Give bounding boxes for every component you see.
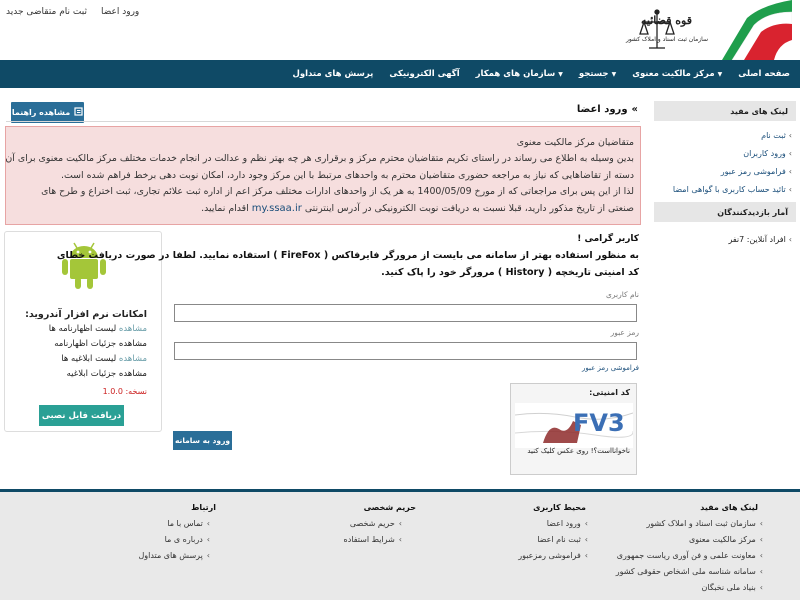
android-feature-row: [49, 324, 147, 334]
sidebar-item-label: فراموشی رمز عبور: [720, 167, 786, 176]
android-feature-row: [61, 354, 147, 364]
footer-link[interactable]: [165, 535, 210, 544]
sidebar-item-label: ورود کاربران: [743, 149, 786, 158]
password-label: رمز عبور: [610, 328, 639, 337]
nav-faq-label: پرسش های متداول: [292, 69, 374, 79]
captcha-hint: ناخوانااست؟! روی عکس کلیک کنید: [527, 447, 630, 455]
app-version: نسخه: 1.0.0: [102, 387, 147, 396]
nav-ip-center-label: مرکز مالکیت معنوی: [632, 69, 715, 79]
browser-advice: به منظور استفاده بهتر از سامانه می بایست از مرورگر فایرفاکس ( FireFox ) استفاده نمایید. لطفا در صورت دریافت خطای: [56, 250, 639, 261]
login-greeting: کاربر گرامی !: [577, 234, 639, 244]
nav-home-label: صفحه اصلی: [738, 69, 790, 79]
footer-link-label: تماس با ما: [167, 519, 203, 528]
chevron-down-icon: ▼: [558, 70, 563, 78]
notice-line: متقاضیان مرکز مالکیت معنوی: [516, 137, 634, 148]
browser-advice: کد امنیتی تاریخچه ( History ) مرورگر خود را پاک کنید.: [381, 267, 639, 278]
chevron-left-icon: ›: [398, 519, 402, 528]
nav-search[interactable]: [579, 69, 616, 79]
sidebar-links-header: لینک های مفید: [654, 101, 796, 121]
chevron-left-icon: ›: [206, 519, 210, 528]
footer-link[interactable]: [344, 535, 402, 544]
online-users-count: [728, 235, 792, 244]
android-feature-text: مشاهده جزئیات ابلاغیه: [66, 369, 147, 379]
captcha-text: FV3: [573, 409, 625, 437]
chevron-left-icon: ›: [759, 551, 763, 560]
footer-col-title: ارتباط: [191, 503, 216, 512]
android-feature-verb: مشاهده: [118, 354, 147, 364]
sidebar-item-label: تائید حساب کاربری با گواهی امضا: [672, 185, 786, 194]
login-submit-button[interactable]: ورود به سامانه: [173, 431, 232, 450]
nav-partners[interactable]: [476, 69, 563, 79]
android-feature-row: [54, 339, 147, 349]
username-input[interactable]: [174, 304, 637, 322]
captcha-image[interactable]: [515, 403, 633, 448]
footer-link[interactable]: [617, 551, 763, 560]
chevron-left-icon: ›: [788, 167, 792, 176]
captcha-label: کد امنیتی:: [589, 388, 630, 397]
footer-link[interactable]: [350, 519, 402, 528]
top-login-link[interactable]: ورود اعضا: [100, 7, 140, 17]
logo-subtitle: سازمان ثبت اسناد و املاک کشور: [625, 36, 708, 43]
footer-link-label: پرسش های متداول: [138, 551, 203, 560]
footer-link[interactable]: [547, 519, 588, 528]
chevron-left-icon: ›: [759, 519, 763, 528]
chevron-left-icon: ›: [788, 235, 792, 244]
nav-e-ads[interactable]: [389, 69, 459, 79]
captcha-box: [510, 383, 637, 475]
chevron-left-icon: ›: [584, 551, 588, 560]
footer-link[interactable]: [689, 535, 763, 544]
sidebar-item-verify-account[interactable]: [673, 185, 792, 194]
android-features-title: امکانات نرم افزار آندروید:: [25, 309, 147, 320]
page-title-text: ورود اعضا: [576, 104, 628, 115]
nav-e-ads-label: آگهی الکترونیکی: [389, 69, 460, 79]
nav-ip-center[interactable]: [632, 69, 722, 79]
chevron-left-icon: ›: [206, 535, 210, 544]
header: [0, 0, 800, 60]
android-feature-text: لیست اظهارنامه ها: [48, 324, 119, 334]
chevron-left-icon: ›: [759, 583, 763, 592]
footer-link[interactable]: [702, 583, 763, 592]
chevron-left-icon: ›: [584, 535, 588, 544]
main-navbar: [0, 60, 800, 88]
nav-faq[interactable]: [292, 69, 373, 79]
nav-search-label: جستجو: [578, 69, 609, 79]
footer-link-label: ثبت نام اعضا: [537, 535, 581, 544]
view-guide-button[interactable]: [11, 102, 84, 123]
username-label: نام کاربری: [606, 290, 639, 299]
sidebar-item-register[interactable]: [761, 131, 792, 140]
page-title: [577, 104, 638, 115]
chevron-left-icon: ›: [398, 535, 402, 544]
footer-link-label: مرکز مالکیت معنوی: [688, 535, 756, 544]
android-icon: [61, 240, 107, 290]
footer-link[interactable]: [616, 567, 763, 576]
footer-link-label: سازمان ثبت اسناد و املاک کشور: [646, 519, 756, 528]
android-feature-text: مشاهده جزئیات اظهارنامه: [54, 339, 147, 349]
online-users-label: افراد آنلاین: 7نفر: [728, 235, 786, 244]
chevron-left-icon: ›: [759, 567, 763, 576]
android-feature-verb: مشاهده: [118, 324, 147, 334]
android-feature-text: لیست ابلاغیه ها: [61, 354, 119, 364]
footer-link[interactable]: [518, 551, 588, 560]
footer-link[interactable]: [646, 519, 763, 528]
notice-text: صنعتی از تاریخ مذکور دارید، قبلا نسبت به دریافت نوبت الکترونیکی در آدرس اینترنتی: [304, 202, 634, 214]
divider: [6, 121, 640, 122]
chevron-down-icon: ▼: [611, 70, 617, 78]
footer-link-label: شرایط استفاده: [343, 535, 395, 544]
top-register-link[interactable]: ثبت نام متقاضی جدید: [6, 7, 87, 17]
chevron-left-icon: ›: [788, 149, 792, 158]
chevron-left-icon: ›: [788, 131, 792, 140]
android-feature-row: [67, 369, 147, 379]
chevron-left-icon: ›: [788, 185, 792, 194]
download-apk-button[interactable]: دریافت فایل نصبی: [39, 405, 124, 426]
double-chevron-icon: »: [631, 104, 638, 115]
footer: [0, 489, 800, 600]
footer-col-title: محیط کاربری: [533, 503, 586, 512]
chevron-down-icon: ▼: [717, 70, 723, 78]
footer-link[interactable]: [537, 535, 588, 544]
sidebar-item-forgot-password[interactable]: [721, 167, 792, 176]
notice-line: لذا از این پس برای مراجعاتی که از مورخ 1400/05/09 به هر یک از واحدهای ادارات مختلف مرکز اعم از اداره ثبت علائم تجاری، ثبت اختراع و طرح های: [41, 186, 634, 198]
sidebar-item-label: ثبت نام: [761, 131, 786, 140]
notice-alert: [5, 126, 641, 225]
site-logo[interactable]: [562, 0, 792, 60]
footer-link[interactable]: [138, 551, 210, 560]
password-input[interactable]: [174, 342, 637, 360]
android-app-box: [4, 231, 162, 432]
chevron-left-icon: ›: [759, 535, 763, 544]
chevron-left-icon: ›: [584, 519, 588, 528]
notice-line: [12, 201, 634, 217]
notice-line: دسته از تقاضاهایی که نیاز به مراجعه حضوری متقاضیان محترم به واحدهای مرتبط با این مرکز وجود دارد، امکان نوبت دهی برخط فراهم شده است.: [60, 169, 634, 181]
flag-emblem-icon: [562, 0, 792, 60]
sidebar-item-login[interactable]: [743, 149, 792, 158]
footer-link-label: معاونت علمی و فن آوری ریاست جمهوری: [616, 551, 756, 560]
footer-col-title: لینک های مفید: [700, 503, 758, 512]
sidebar-stats-header: آمار بازدیدکنندگان: [654, 202, 796, 222]
book-icon: [74, 107, 83, 118]
footer-link-label: حریم شخصی: [349, 519, 395, 528]
chevron-left-icon: ›: [206, 551, 210, 560]
footer-link-label: سامانه شناسه ملی اشخاص حقوقی کشور: [615, 567, 756, 576]
footer-link-label: بنیاد ملی نخبگان: [701, 583, 756, 592]
footer-link-label: درباره ی ما: [164, 535, 203, 544]
footer-col-title: حریم شخصی: [363, 503, 416, 512]
nav-partners-label: سازمان های همکار: [475, 69, 556, 79]
nav-home[interactable]: [738, 69, 790, 79]
footer-link-label: ورود اعضا: [546, 519, 581, 528]
view-guide-label: مشاهده راهنما: [11, 108, 71, 117]
top-links: [6, 7, 139, 17]
forgot-password-link[interactable]: فراموشی رمز عبور: [582, 364, 639, 372]
footer-link-label: فراموشی رمزعبور: [518, 551, 581, 560]
notice-line: بدین وسیله به اطلاع می رساند در راستای تکریم متقاضیان محترم مرکز و برقراری هر چه بهتر نظم و عدالت در انجام خدمات مختلف مرکز مالکیت معنوی برای آن: [5, 153, 634, 165]
logo-title: قوه قضائیه: [641, 14, 692, 27]
my-ssaa-link[interactable]: my.ssaa.ir: [251, 202, 302, 214]
footer-link[interactable]: [167, 519, 210, 528]
notice-text: اقدام نمایید.: [201, 202, 249, 214]
